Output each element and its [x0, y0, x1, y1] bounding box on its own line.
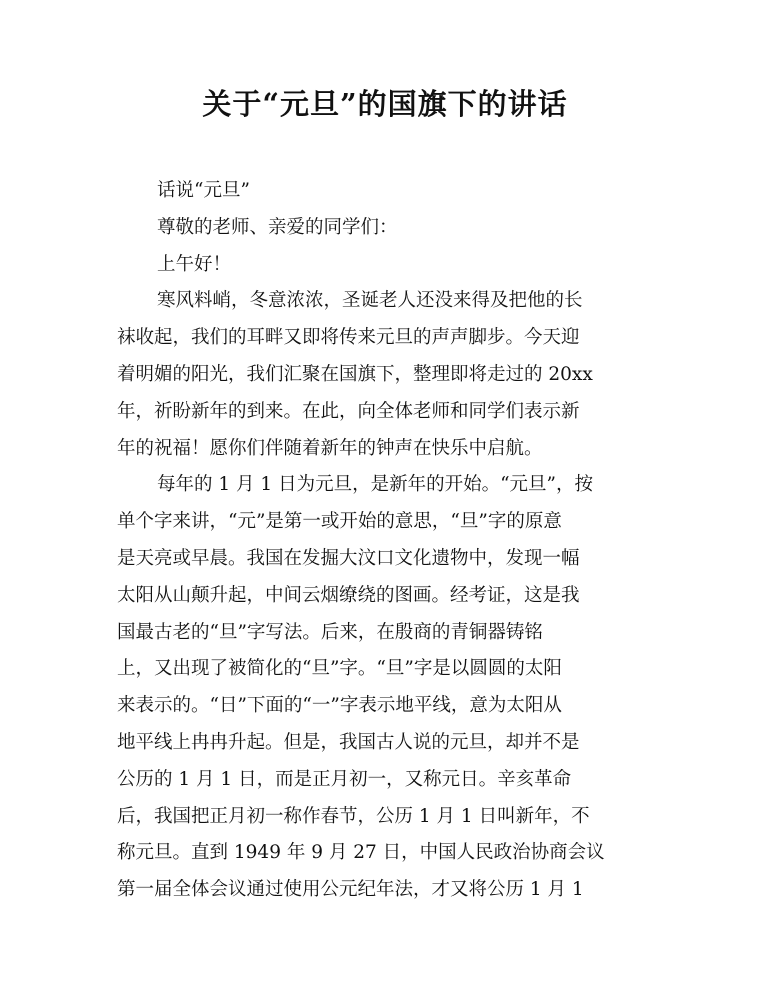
text-line: 寒风料峭，冬意浓浓，圣诞老人还没来得及把他的长: [157, 290, 583, 312]
document-body: [117, 173, 653, 909]
text-line: 上午好！: [157, 253, 232, 275]
text-line: 年的祝福！愿你们伴随着新年的钟声在快乐中启航。: [117, 437, 543, 459]
text-line: 尊敬的老师、亲爱的同学们：: [157, 216, 398, 238]
text-line: 是天亮或早晨。我国在发掘大汶口文化遗物中，发现一幅: [117, 547, 580, 569]
text-line: 第一届全体会议通过使用公元纪年法，才又将公历 1 月 1: [117, 879, 584, 901]
text-line: 地平线上冉冉升起。但是，我国古人说的元旦，却并不是: [117, 731, 580, 753]
text-line: 后，我国把正月初一称作春节，公历 1 月 1 日叫新年，不: [117, 805, 590, 827]
text-line: 国最古老的“旦”字写法。后来，在殷商的青铜器铸铭: [117, 621, 543, 643]
text-line: 每年的 1 月 1 日为元旦，是新年的开始。“元旦”，按: [157, 474, 593, 496]
text-line: 单个字来讲，“元”是第一或开始的意思，“旦”字的原意: [117, 511, 562, 533]
text-line: 来表示的。“日”下面的“一”字表示地平线，意为太阳从: [117, 695, 562, 717]
text-line: 称元旦。直到 1949 年 9 月 27 日，中国人民政治协商会议: [117, 842, 605, 864]
text-line: 公历的 1 月 1 日，而是正月初一，又称元日。辛亥革命: [117, 768, 572, 790]
document-title: 关于“元旦”的国旗下的讲话: [202, 87, 568, 121]
text-line: 年，祈盼新年的到来。在此，向全体老师和同学们表示新: [117, 400, 580, 422]
text-line: 太阳从山颠升起，中间云烟缭绕的图画。经考证，这是我: [117, 584, 580, 606]
text-line: 话说“元旦”: [157, 180, 250, 201]
text-line: 袜收起，我们的耳畔又即将传来元旦的声声脚步。今天迎: [117, 327, 580, 349]
text-line: 着明媚的阳光，我们汇聚在国旗下，整理即将走过的 20xx: [117, 363, 593, 385]
text-line: 上，又出现了被简化的“旦”字。“旦”字是以圆圆的太阳: [117, 658, 562, 680]
